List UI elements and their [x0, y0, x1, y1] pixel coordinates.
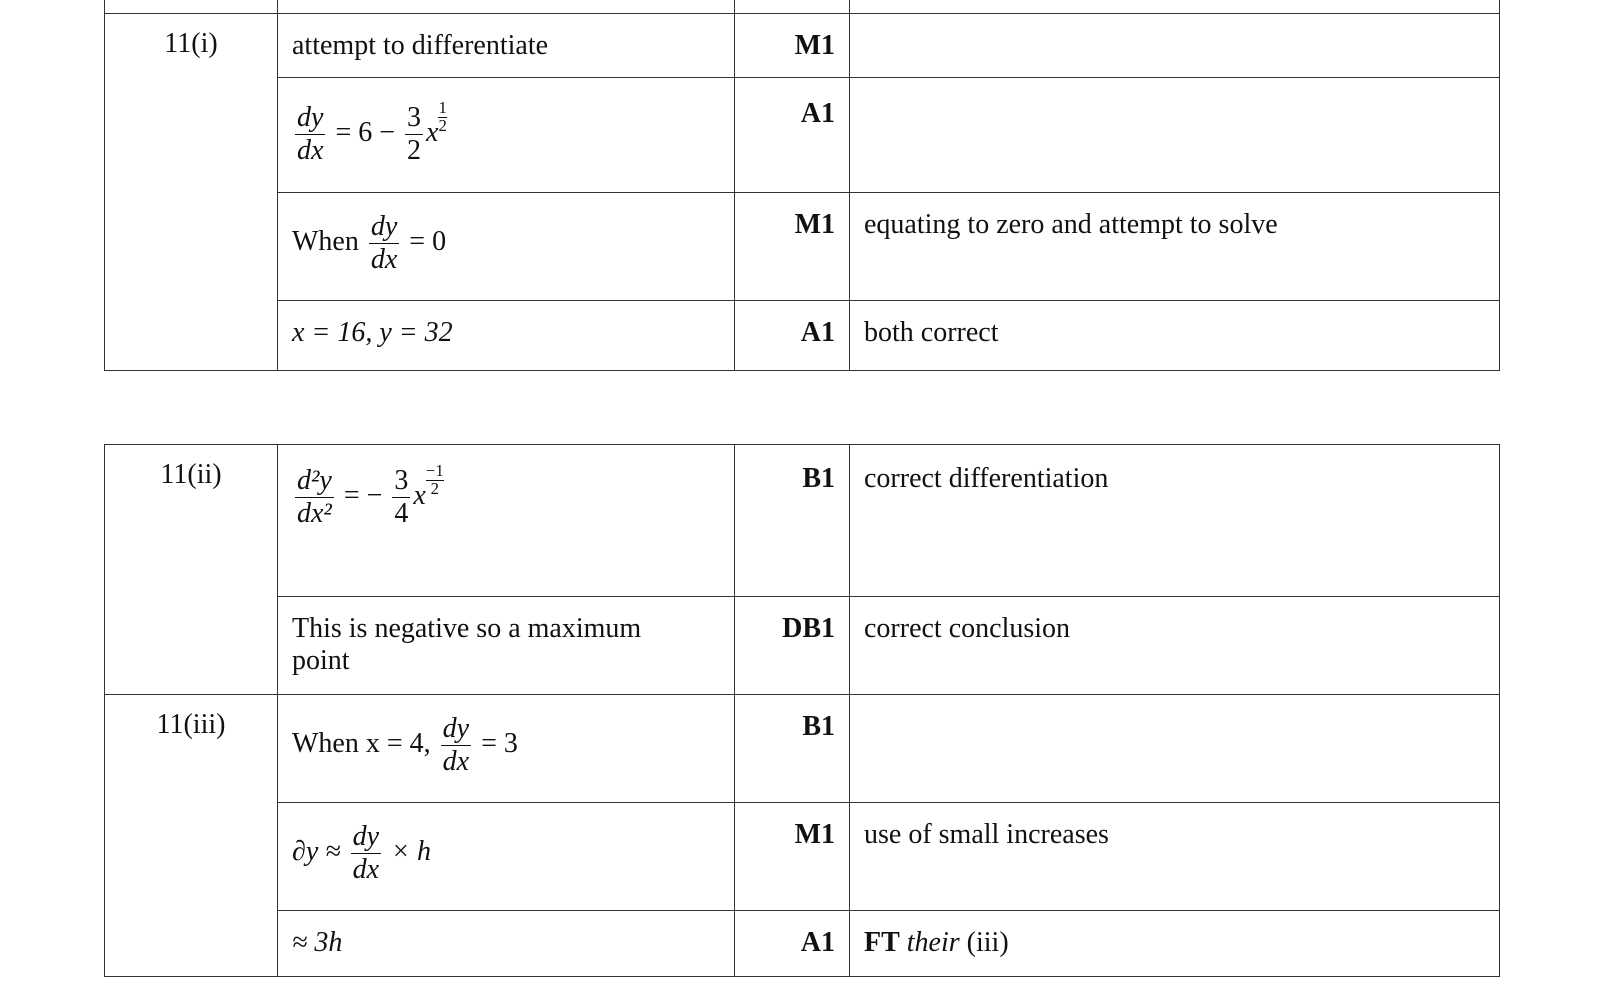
mark-cell: B1 — [735, 695, 850, 803]
fraction-dy-dx: $\frac{dy}{dx}$ — [352, 821, 380, 886]
fraction-dy-dx: $\frac{dy}{dx}$ — [442, 713, 470, 778]
guidance-cell: FT their (iii) — [850, 911, 1500, 977]
mark-cell: B1 — [735, 445, 850, 597]
guidance-cell: correct differentiation — [850, 445, 1500, 597]
answer-cell: x = 16, y = 32 — [278, 301, 735, 371]
table-row — [105, 78, 1500, 193]
answer-cell: $\frac{dy}{dx}$ = 6 − $\frac{3}{2}$ x $\frac{1}{2}$ — [278, 78, 735, 193]
answer-cell: attempt to differentiate — [278, 14, 735, 78]
guidance-cell: use of small increases — [850, 803, 1500, 911]
table-row — [105, 301, 1500, 371]
mark-cell: DB1 — [735, 597, 850, 695]
answer-cell: When x = 4, $\frac{dy}{dx}$ = 3 — [278, 695, 735, 803]
table-row — [105, 597, 1500, 695]
table-row — [105, 911, 1500, 977]
table-row — [105, 193, 1500, 301]
answer-cell: $\frac{\text{d²y}}{\text{dx²}}$ = − $\frac{3}{4}$ x $\frac{-1}{2}$ — [278, 445, 735, 597]
mark-cell: M1 — [735, 193, 850, 301]
guidance-cell — [850, 14, 1500, 78]
guidance-cell: both correct — [850, 301, 1500, 371]
guidance-cell — [850, 695, 1500, 803]
table-row — [105, 445, 1500, 597]
mark-cell: A1 — [735, 911, 850, 977]
fraction-coefficient: $\frac{3}{2}$ — [407, 102, 422, 167]
exponent-fraction: $\frac{-1}{2}$ — [425, 461, 444, 498]
mark-cell: M1 — [735, 14, 850, 78]
answer-cell: ≈ 3h — [278, 911, 735, 977]
mark-scheme-table-11ii-iii — [104, 444, 1500, 977]
guidance-cell — [850, 78, 1500, 193]
answer-cell: This is negative so a maximum point — [278, 597, 735, 695]
guidance-cell: correct conclusion — [850, 597, 1500, 695]
answer-cell: ∂y ≈ $\frac{dy}{dx}$ × h — [278, 803, 735, 911]
fraction-dy-dx: $\frac{dy}{dx}$ — [297, 102, 324, 167]
question-number: 11(ii) — [105, 445, 278, 695]
fraction-dy-dx: $\frac{dy}{dx}$ — [370, 211, 398, 276]
exponent-fraction: $\frac{1}{2}$ — [438, 98, 447, 135]
mark-cell: A1 — [735, 78, 850, 193]
table-row-top-fragment — [105, 0, 1500, 14]
table-row — [105, 695, 1500, 803]
answer-cell: When $\frac{dy}{dx}$ = 0 — [278, 193, 735, 301]
fraction-d2y-dx2: $\frac{\text{d²y}}{\text{dx²}}$ — [297, 465, 332, 530]
question-number: 11(iii) — [105, 695, 278, 977]
table-row — [105, 803, 1500, 911]
question-number: 11(i) — [105, 14, 278, 371]
guidance-cell: equating to zero and attempt to solve — [850, 193, 1500, 301]
table-row — [105, 14, 1500, 78]
mark-cell: M1 — [735, 803, 850, 911]
fraction-coefficient: $\frac{3}{4}$ — [394, 465, 409, 530]
mark-scheme-table-11i — [104, 0, 1500, 371]
mark-cell: A1 — [735, 301, 850, 371]
